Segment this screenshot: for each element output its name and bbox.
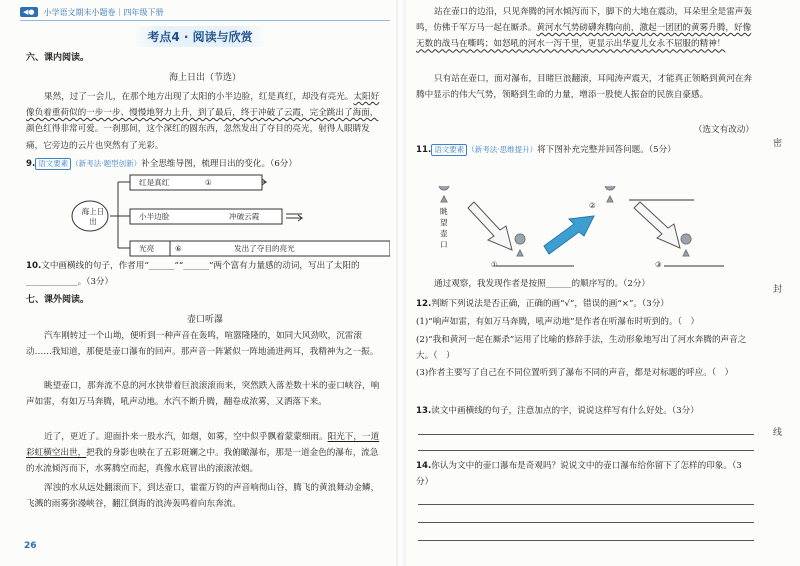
passage2-para5: 只有站在壶口，面对瀑布，目睹巨浪翻滚，耳闻涛声震天，才能真正领略到黄河在奔腾中显示的伟大气势，领略到生命的力量，增添一股使人振奋的民族自豪感。 bbox=[416, 74, 752, 101]
question-11: 11. 语文要素 （新考法·思维提升）将下图补充完整并回答问题。（5分） bbox=[416, 145, 676, 155]
q12-item2: (2)“我和黄河一起在厮杀”运用了比喻的修辞手法，生动形象地写出了河水奔腾的声音之大。（ ） bbox=[416, 335, 747, 362]
question-10: 10.文中画横线的句子，作者用“______”“______”两个富有力量感的动词，写出了太阳的____________。（3分） bbox=[26, 261, 360, 288]
q11-sentence: 通过观察，我发现作者是按照______的顺序写的。（2分） bbox=[434, 279, 651, 289]
passage1-text: 果然，过了一会儿，在那个地方出现了太阳的小半边脸，红是真红，却没有亮光。太阳好像负着重荷似的一步一步、慢慢地努力上升，到了最后，终于冲破了云霞，完全跳出了海面，颜色红得非常可爱。一刹那间，这个深红的圆东西，忽然发出了夺目的亮光，射得人眼睛发痛，它旁边的云片也突然有了光彩。 bbox=[26, 92, 380, 151]
passage2-para2: 眺望壶口，那奔流不息的河水挟带着巨浪滚滚而来，突然跌入落差数十米的壶口峡谷，响声如雷，有如万马奔腾，吼声动地。水汽不断升腾，翻卷成浓雾，又洒落下来。 bbox=[26, 381, 380, 408]
q11-blank3: ③ bbox=[655, 260, 662, 269]
q11-blank1: ① bbox=[491, 260, 498, 269]
source-note: （选文有改动） bbox=[693, 125, 754, 135]
q9-row3-right: 发出了夺目的亮光 bbox=[234, 244, 295, 253]
margin-mark-1: 密 bbox=[773, 139, 783, 149]
page-number: 26 bbox=[24, 541, 37, 551]
header-title: 小学语文期末小题卷｜四年级下册 bbox=[43, 7, 164, 17]
margin-mark-2: 封 bbox=[773, 285, 783, 295]
passage2-para1: 汽车刚转过一个山坳，便听到一种声音在轰鸣，喧嚣隆隆的，如同大风劲吹，沉雷滚动……我知道，那便是壶口瀑布的回声。那声音一阵紧似一阵地涌进两耳，我精神为之一振。 bbox=[26, 331, 379, 358]
margin-mark-3: 线 bbox=[773, 428, 783, 438]
passage2-para4: 浑浊的水从远处翻滚而下，到达壶口，霍霍万钧的声音响彻山谷，腾飞的黄浪舞动金鳞，飞溅的雨雾弥漫峡谷，翻江倒海的浪涛轰鸣着向东奔流。 bbox=[26, 483, 380, 510]
passage1-title: 海上日出（节选） bbox=[168, 73, 241, 83]
answer-line[interactable] bbox=[418, 434, 754, 435]
answer-line[interactable] bbox=[418, 504, 754, 505]
brand-logo: ◀● bbox=[20, 7, 38, 17]
part7-heading: 七、课外阅读。 bbox=[26, 295, 90, 305]
q11-blank2: ② bbox=[589, 201, 596, 210]
q9-row3: 光亮 bbox=[139, 244, 155, 253]
question-9: 9. 语文要素 （新考法·题型创新）补全思维导图，梳理日出的变化。（6分） bbox=[26, 159, 297, 169]
q9-row1: 红是真红 bbox=[139, 178, 170, 187]
passage2-para4-cont: 站在壶口的边沿，只见奔腾的河水倾泻而下，脚下的大地在震动，耳朵里全是雷声轰鸣，仿佛千军万马一起在厮杀。黄河水气势磅礴奔腾向前，激起一团团的黄雾升腾，好像无数的战马在嘶鸣；如怒吼的河水一泻千里，更显示出华夏儿女永不屈服的精神！ bbox=[416, 7, 752, 50]
q12-item3: (3)作者主要写了自己在不同位置听到了瀑布不同的声音，都是对标题的呼应。（ ） bbox=[416, 368, 734, 378]
question-12: 12.判断下列说法是否正确，正确的画“√”，错误的画“×”。（3分） bbox=[416, 299, 669, 309]
q9-center-label: 海上日出 bbox=[81, 207, 105, 226]
section-title: 考点4 · 阅读与欣赏 bbox=[0, 26, 400, 47]
q9-row2-right: 冲破云霞 bbox=[229, 212, 260, 221]
q9-row2: 小半边脸 bbox=[139, 212, 170, 221]
q12-item1: (1)“响声如雷，有如万马奔腾，吼声动地”是作者在听瀑布时听到的。（ ） bbox=[416, 317, 700, 327]
page-gutter bbox=[396, 0, 406, 566]
q11-label-start: 眺望壶口 bbox=[440, 207, 448, 249]
part6-heading: 六、课内阅读。 bbox=[26, 53, 90, 63]
answer-line[interactable] bbox=[418, 522, 754, 523]
page-header bbox=[20, 4, 390, 21]
question-13: 13.读文中画横线的句子，注意加点的字，说说这样写有什么好处。（3分） bbox=[416, 406, 699, 416]
q9-row1-num: ① bbox=[205, 178, 212, 187]
answer-line[interactable] bbox=[418, 450, 754, 451]
passage2-title: 壶口听瀑 bbox=[186, 315, 223, 325]
question-14: 14.你认为文中的壶口瀑布是奇观吗？说说文中的壶口瀑布给你留下了怎样的印象。（3分） bbox=[416, 461, 742, 488]
answer-line[interactable] bbox=[418, 540, 754, 541]
passage2-para3: 近了，更近了。迎面扑来一股水汽，如烟，如雾，空中似乎飘着蒙蒙细雨。阳光下，一道彩虹横空出世，把我的身影也映在了五彩斑斓之中。我俯瞰瀑布，那是一道金色的瀑布，流急的水流倾泻而下，水雾腾空而起，真像水底冒出的滚滚浓烟。 bbox=[26, 432, 380, 475]
q9-row3-mid: ⑥ bbox=[175, 244, 182, 253]
